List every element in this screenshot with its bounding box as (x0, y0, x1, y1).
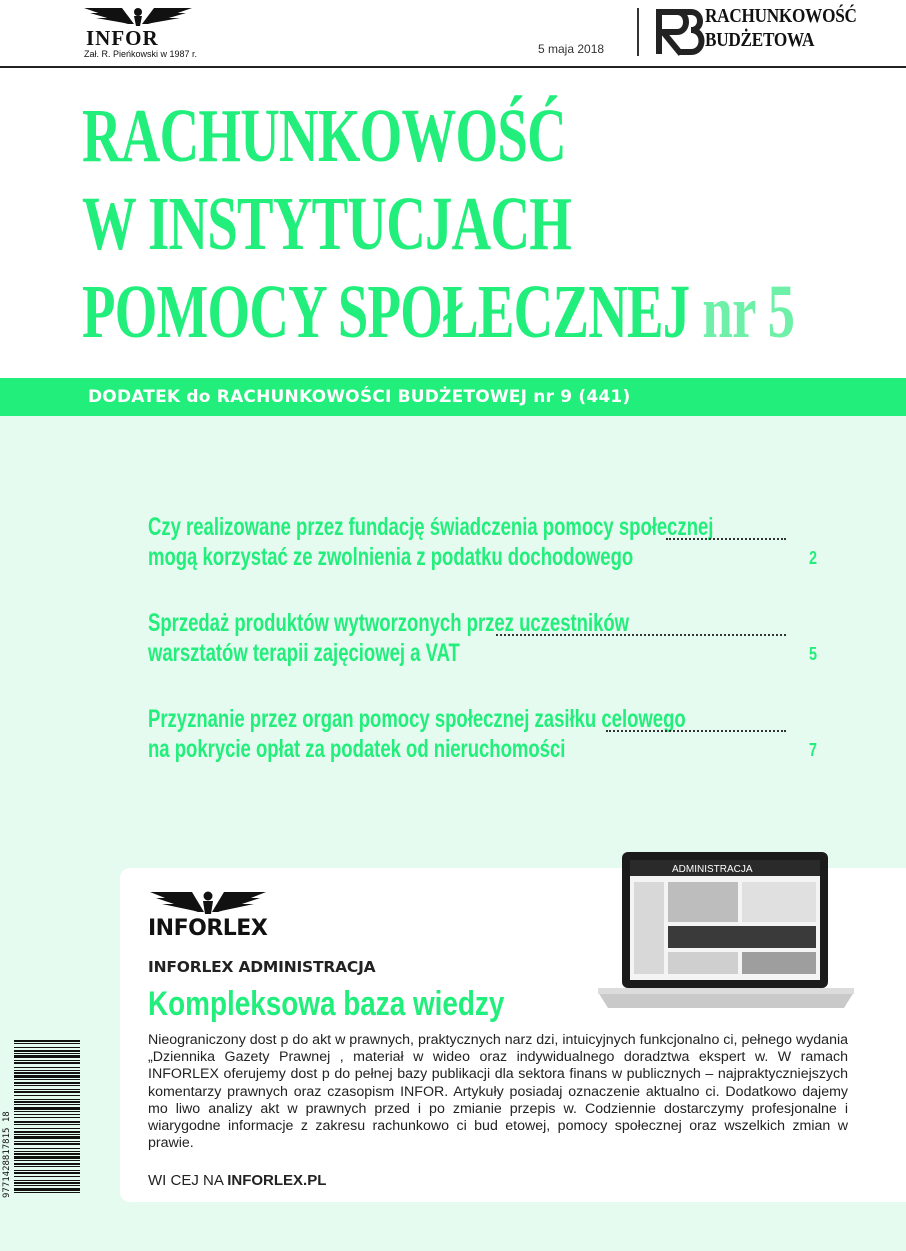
barcode-bar (14, 1151, 80, 1152)
barcode-bar (14, 1153, 80, 1155)
barcode-bar (14, 1062, 80, 1064)
inforlex-wordmark: INFORLEX (148, 916, 268, 941)
barcode-bar (14, 1053, 80, 1054)
promo-more (148, 1172, 326, 1189)
barcode-bar (14, 1121, 80, 1123)
issue-number: nr 5 (702, 270, 795, 354)
barcode-bar (14, 1047, 80, 1048)
promo-body: Nieograniczony dost p do akt w prawnych, praktycznych narz dzi, intuicyjnych funkcjonalno ci, pełnego wydania „Dziennika Gazety Prawnej , materiał w wideo oraz indywidualnego doradztwa ekspert w. W ramach INFORLEX oferujemy dost p do pełnej bazy publikacji dla sektora finans w publicznych – najpraktyczniejszych komentarzy prawnych oraz czasopism INFOR. Artykuły posiadaj oznaczenie aktualno ci. Dodatkowo dajemy mo liwo analizy akt w prawnych przed i po zmianie przepis w. Codziennie dostarczymy profesjonalne i wiarygodne informacje z zakresu rachunkowo ci bud etowej, pomocy społecznej oraz wszelkich zmian w prawie. (148, 1032, 848, 1152)
barcode-bar (14, 1072, 80, 1074)
toc-item-line1: Sprzedaż produktów wytworzonych przez uczestników (148, 609, 630, 637)
cover-title (82, 92, 794, 356)
barcode-bar (14, 1050, 80, 1052)
barcode-bar (14, 1170, 80, 1171)
toc-leader-dots (606, 730, 786, 732)
barcode-bar (14, 1131, 80, 1133)
toc-item[interactable] (148, 608, 818, 704)
barcode-bar (14, 1143, 80, 1145)
barcode-bar (14, 1128, 80, 1129)
laptop-screen-label: ADMINISTRACJA (672, 864, 753, 875)
barcode-bar (14, 1156, 80, 1159)
infor-logo (82, 4, 202, 59)
toc-item-line2: warsztatów terapii zajęciowej a VAT (148, 639, 460, 667)
supplement-band (0, 378, 906, 416)
barcode-bar (14, 1055, 80, 1058)
barcode-image (0, 1038, 80, 1198)
toc-item-line1: Czy realizowane przez fundację świadczenia pomocy społecznej (148, 513, 714, 541)
magazine-name-line1: RACHUNKOWOŚĆ (705, 5, 857, 27)
barcode-bar (14, 1070, 80, 1071)
promo-more-prefix: WI CEJ NA (148, 1172, 228, 1189)
infor-wordmark: INFOR (86, 26, 159, 50)
toc-item-line2: mogą korzystać ze zwolnienia z podatku dochodowego (148, 543, 634, 571)
barcode-bar (14, 1099, 80, 1100)
barcode-bar (14, 1114, 80, 1115)
toc-item[interactable] (148, 704, 818, 800)
barcode-bar (14, 1040, 80, 1042)
cover-title-line1: RACHUNKOWOŚĆ (82, 94, 566, 178)
barcode-bar (14, 1185, 80, 1186)
toc-item-page: 7 (808, 740, 817, 760)
barcode-bar (14, 1060, 80, 1061)
toc-leader-dots (666, 538, 786, 540)
barcode-bar (14, 1172, 80, 1174)
inforlex-wings-icon (148, 888, 268, 916)
table-of-contents (148, 512, 818, 800)
supplement-band-text: DODATEK do RACHUNKOWOŚCI BUDŻETOWEJ nr 9 (441) (88, 387, 631, 407)
barcode-bar (14, 1111, 80, 1112)
header-divider (637, 8, 639, 56)
promo-subtitle: INFORLEX ADMINISTRACJA (148, 958, 376, 976)
barcode-bar (14, 1043, 80, 1044)
barcode-bar (14, 1166, 80, 1167)
barcode-bar (14, 1067, 80, 1068)
barcode-bar (14, 1107, 80, 1110)
laptop-image (598, 852, 854, 1012)
toc-item[interactable] (148, 512, 818, 608)
barcode-bar (14, 1091, 80, 1093)
toc-item-line2: na pokrycie opłat za podatek od nieruchomości (148, 735, 566, 763)
barcode-bar (14, 1075, 80, 1078)
barcode-bar (14, 1117, 80, 1118)
barcode-bar (14, 1148, 80, 1149)
barcode-bar (14, 1176, 80, 1177)
barcode-bar (14, 1089, 80, 1090)
barcode-bar (14, 1101, 80, 1103)
infor-wings-icon (82, 4, 194, 28)
barcode-bar (14, 1134, 80, 1135)
barcode-bar (14, 1124, 80, 1125)
barcode-bar (14, 1079, 80, 1080)
barcode-digits: 9771428817815 18 (2, 1111, 12, 1198)
magazine-name (705, 4, 857, 52)
toc-leader-dots (496, 634, 786, 636)
magazine-name-line2: BUDŻETOWA (705, 29, 815, 51)
barcode-bar (14, 1136, 80, 1139)
cover-title-line2: W INSTYTUCJACH (82, 182, 572, 266)
toc-item-page: 2 (808, 548, 817, 568)
publisher-tagline: Zał. R. Pieńkowski w 1987 r. (84, 49, 198, 59)
barcode-bar (14, 1095, 80, 1096)
barcode-bar (14, 1188, 80, 1191)
toc-item-line1: Przyznanie przez organ pomocy społecznej zasiłku celowego (148, 705, 686, 733)
header (0, 0, 906, 68)
promo-headline: Kompleksowa baza wiedzy (148, 985, 505, 1023)
barcode-bar (14, 1182, 80, 1184)
header-rule (0, 66, 906, 68)
barcode-bar (14, 1141, 80, 1142)
issue-date: 5 maja 2018 (538, 42, 605, 56)
toc-item-page: 5 (808, 644, 817, 664)
cover-title-line3-text: POMOCY SPOŁECZNEJ (82, 270, 690, 354)
barcode-bar (14, 1192, 80, 1193)
cover-title-line3 (82, 268, 794, 356)
barcode-bar (14, 1085, 80, 1086)
barcode-bar (14, 1104, 80, 1105)
barcode-bar (14, 1082, 80, 1084)
barcode-bar (14, 1160, 80, 1161)
barcode-bar (14, 1163, 80, 1165)
barcode-bar (14, 1180, 80, 1181)
promo-more-link[interactable]: INFORLEX.PL (227, 1172, 327, 1189)
